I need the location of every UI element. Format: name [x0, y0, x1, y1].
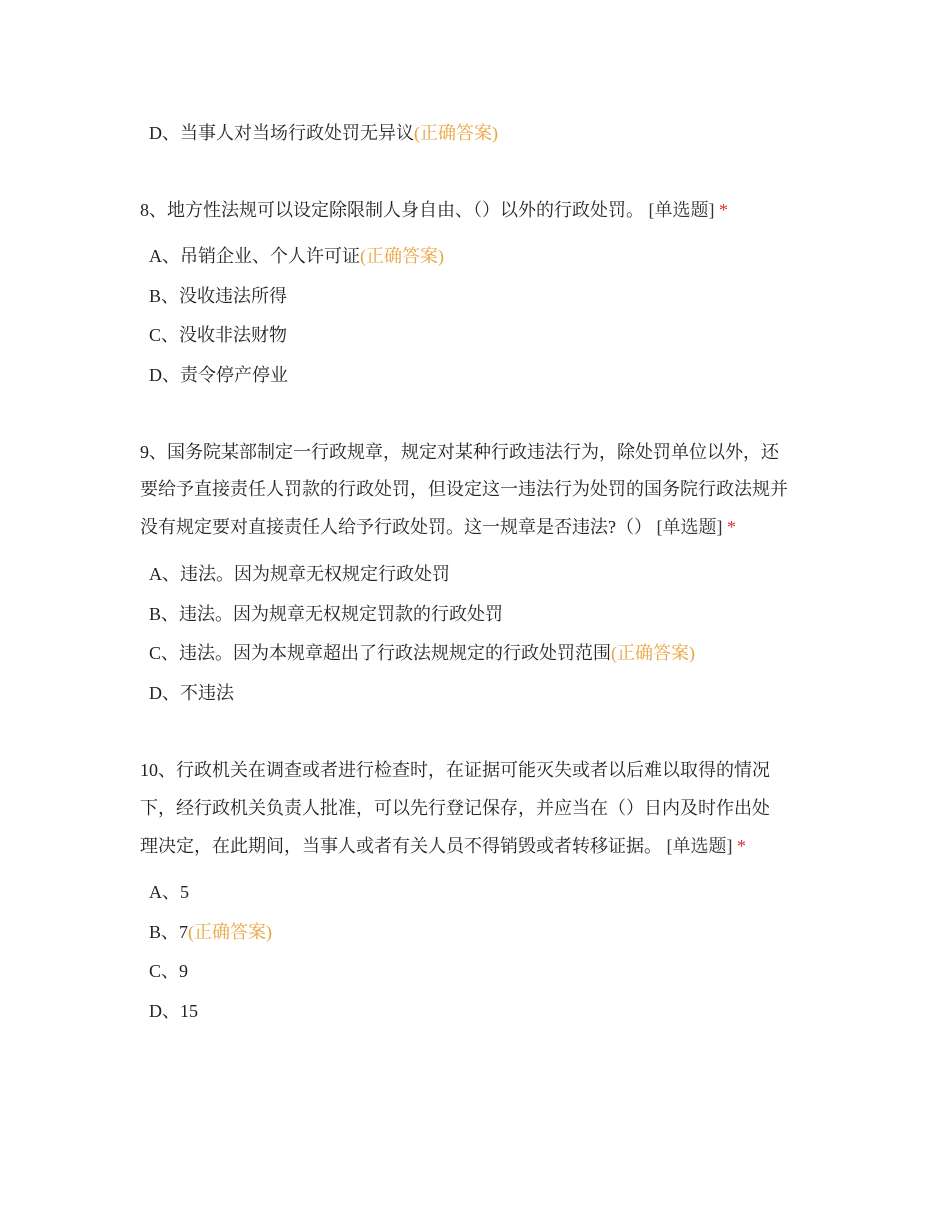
question-text [140, 834, 746, 858]
option-item [149, 121, 498, 145]
option-text: D、不违法 [149, 683, 234, 703]
question-line: 没有规定要对直接责任人给予行政处罚。这一规章是否违法?（） [140, 517, 652, 537]
question-line: 理决定，在此期间，当事人或者有关人员不得销毁或者转移证据。 [140, 836, 662, 856]
option-text: C、违法。因为本规章超出了行政法规规定的行政处罚范围 [149, 643, 612, 663]
required-mark: * [719, 200, 728, 220]
question-text [140, 796, 770, 820]
option-item [149, 244, 444, 268]
option-item [149, 284, 287, 308]
option-item [149, 920, 272, 944]
correct-answer-label: (正确答案) [188, 922, 273, 942]
question-text [140, 758, 770, 782]
question-type-tag: [单选题] [656, 517, 723, 537]
option-item [149, 999, 198, 1023]
option-item [149, 641, 695, 665]
correct-answer-label: (正确答案) [414, 123, 498, 143]
option-text: D、15 [149, 1001, 198, 1021]
option-item [149, 562, 450, 586]
correct-answer-label: (正确答案) [611, 643, 696, 663]
question-type-tag: [单选题] [666, 836, 733, 856]
question-line: 10、行政机关在调查或者进行检查时，在证据可能灭失或者以后难以取得的情况 [140, 760, 770, 780]
question-text [140, 198, 728, 222]
option-text: D、责令停产停业 [149, 365, 288, 385]
question-line: 要给予直接责任人罚款的行政处罚，但设定这一违法行为处罚的国务院行政法规并 [140, 479, 788, 499]
question-line: 8、地方性法规可以设定除限制人身自由、（）以外的行政处罚。 [140, 200, 644, 220]
question-text [140, 440, 779, 464]
option-text: B、7 [149, 922, 189, 942]
option-text: A、吊销企业、个人许可证 [149, 246, 360, 266]
option-item [149, 959, 188, 983]
correct-answer-label: (正确答案) [360, 246, 444, 266]
option-text: A、违法。因为规章无权规定行政处罚 [149, 564, 450, 584]
question-text [140, 515, 736, 539]
option-text: D、当事人对当场行政处罚无异议 [149, 123, 414, 143]
required-mark: * [737, 836, 746, 856]
option-text: B、没收违法所得 [149, 286, 288, 306]
option-text: C、9 [149, 961, 189, 981]
question-line: 9、国务院某部制定一行政规章，规定对某种行政违法行为，除处罚单位以外，还 [140, 442, 779, 462]
required-mark: * [727, 517, 736, 537]
option-text: B、违法。因为规章无权规定罚款的行政处罚 [149, 604, 504, 624]
question-type-tag: [单选题] [648, 200, 715, 220]
question-text [140, 477, 788, 501]
option-text: A、5 [149, 882, 189, 902]
option-item [149, 880, 189, 904]
option-item [149, 363, 288, 387]
option-text: C、没收非法财物 [149, 325, 288, 345]
question-line: 下，经行政机关负责人批准，可以先行登记保存，并应当在（）日内及时作出处 [140, 798, 770, 818]
option-item [149, 602, 503, 626]
option-item [149, 323, 287, 347]
option-item [149, 681, 234, 705]
